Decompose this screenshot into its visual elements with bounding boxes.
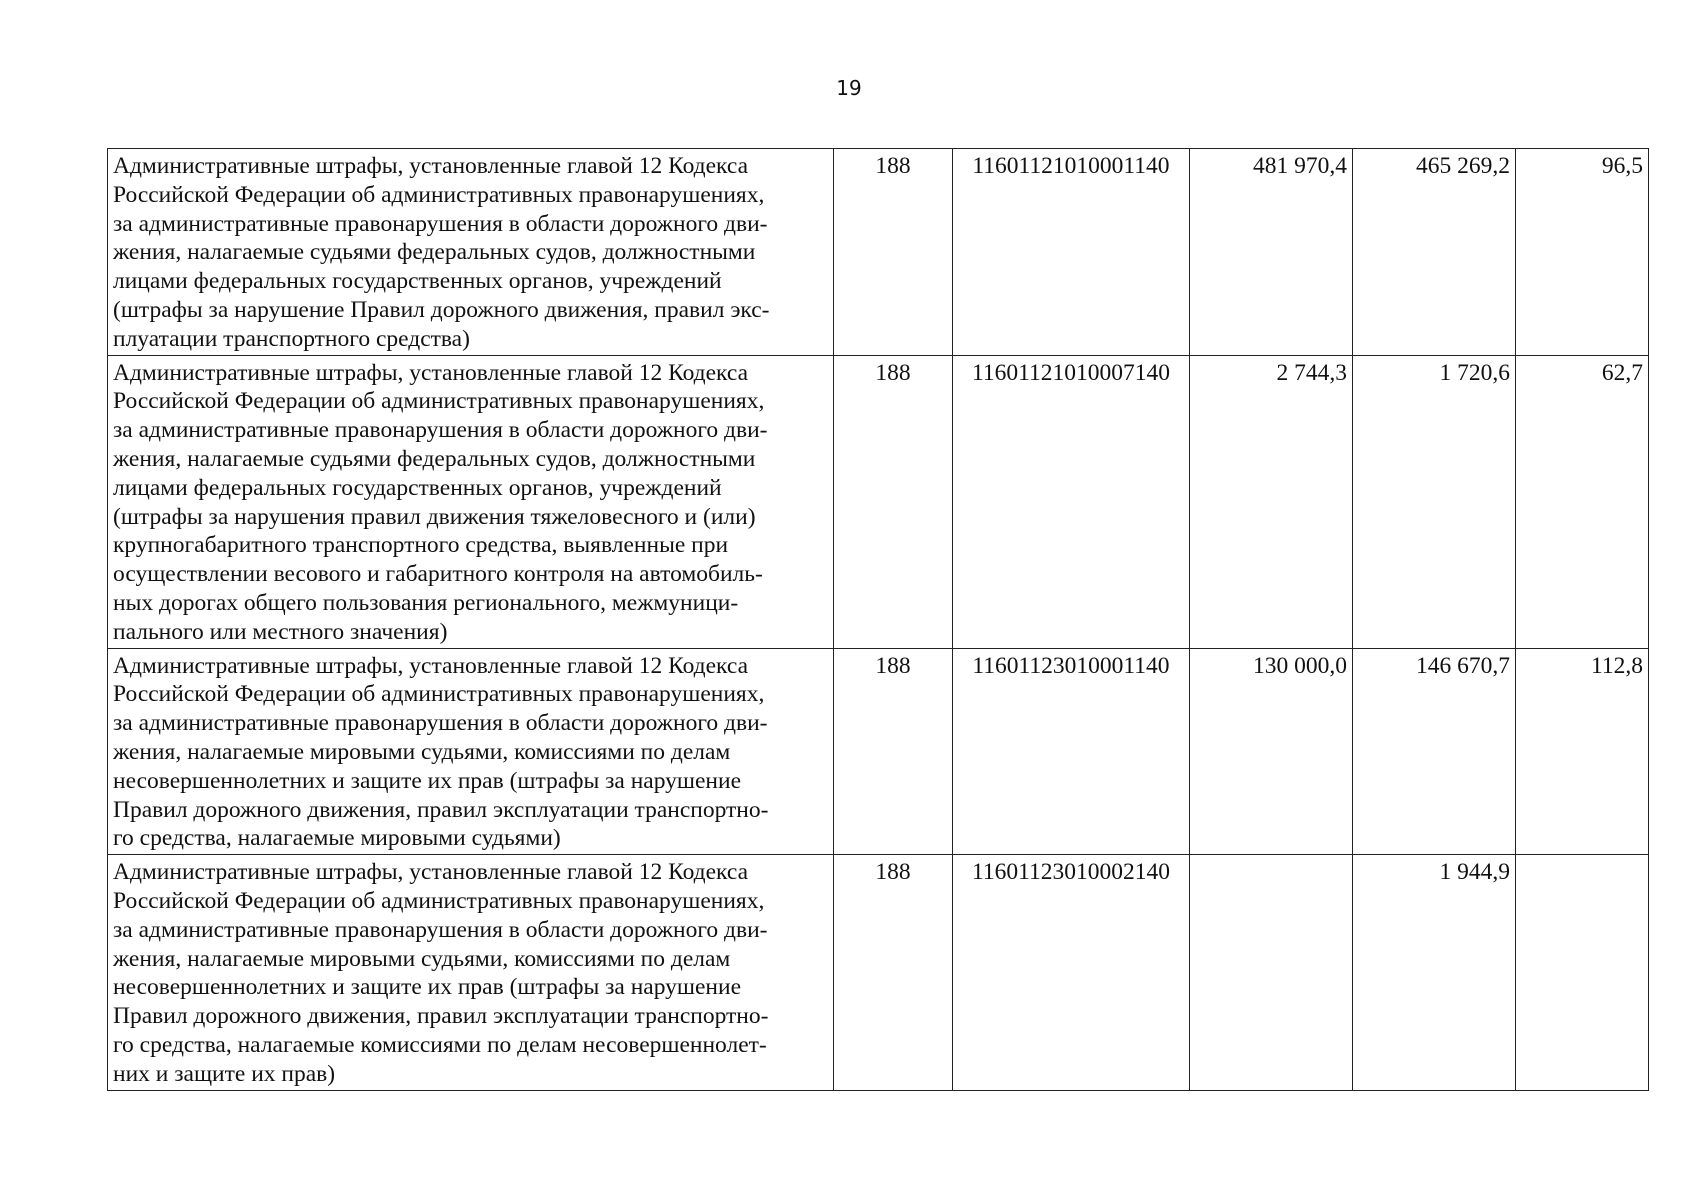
revenue-name-cell: Административные штрафы, установленные главой 12 Кодекса Российской Федерации об административных правонарушениях, за административные правонарушения в области дорожного дви- жения, налагаемые мировыми судьями, комиссиями по делам несовершеннолетних и защите их прав (штрафы за нарушение Правил дорожного движения, правил эксплуатации транспортно- го средства, налагаемые мировыми судьями) (108, 648, 834, 855)
administrator-code-cell: 188 (834, 648, 953, 855)
execution-percent-cell: 112,8 (1516, 648, 1649, 855)
revenue-name-cell: Административные штрафы, установленные главой 12 Кодекса Российской Федерации об административных правонарушениях, за административные правонарушения в области дорожного дви- жения, налагаемые мировыми судьями, комиссиями по делам несовершеннолетних и защите их прав (штрафы за нарушение Правил дорожного движения, правил эксплуатации транспортно- го средства, налагаемые комиссиями по делам несовершеннолет- них и защите их прав) (108, 855, 834, 1090)
execution-percent-cell: 96,5 (1516, 149, 1649, 356)
administrator-code-cell: 188 (834, 855, 953, 1090)
plan-amount-cell: 130 000,0 (1190, 648, 1353, 855)
table-row (108, 355, 1649, 648)
actual-amount-cell: 146 670,7 (1353, 648, 1516, 855)
table-row (108, 149, 1649, 356)
actual-amount-cell: 465 269,2 (1353, 149, 1516, 356)
plan-amount-cell (1190, 855, 1353, 1090)
revenue-name-cell: Административные штрафы, установленные главой 12 Кодекса Российской Федерации об административных правонарушениях, за административные правонарушения в области дорожного дви- жения, налагаемые судьями федеральных судов, должностными лицами федеральных государственных органов, учреждений (штрафы за нарушения правил движения тяжеловесного и (или) крупногабаритного транспортного средства, выявленные при осуществлении весового и габаритного контроля на автомобиль- ных дорогах общего пользования регионального, межмуници- пального или местного значения) (108, 355, 834, 648)
administrator-code-cell: 188 (834, 355, 953, 648)
actual-amount-cell: 1 944,9 (1353, 855, 1516, 1090)
budget-classification-code-cell: 11601123010002140 (953, 855, 1190, 1090)
revenue-table (107, 148, 1649, 1091)
budget-classification-code-cell: 11601123010001140 (953, 648, 1190, 855)
budget-classification-code-cell: 11601121010001140 (953, 149, 1190, 356)
actual-amount-cell: 1 720,6 (1353, 355, 1516, 648)
revenue-name-cell: Административные штрафы, установленные главой 12 Кодекса Российской Федерации об административных правонарушениях, за административные правонарушения в области дорожного дви- жения, налагаемые судьями федеральных судов, должностными лицами федеральных государственных органов, учреждений (штрафы за нарушение Правил дорожного движения, правил экс- плуатации транспортного средства) (108, 149, 834, 356)
administrator-code-cell: 188 (834, 149, 953, 356)
page-number: 19 (836, 76, 862, 100)
plan-amount-cell: 481 970,4 (1190, 149, 1353, 356)
table-row (108, 648, 1649, 855)
execution-percent-cell: 62,7 (1516, 355, 1649, 648)
plan-amount-cell: 2 744,3 (1190, 355, 1353, 648)
execution-percent-cell (1516, 855, 1649, 1090)
budget-classification-code-cell: 11601121010007140 (953, 355, 1190, 648)
table-row (108, 855, 1649, 1090)
